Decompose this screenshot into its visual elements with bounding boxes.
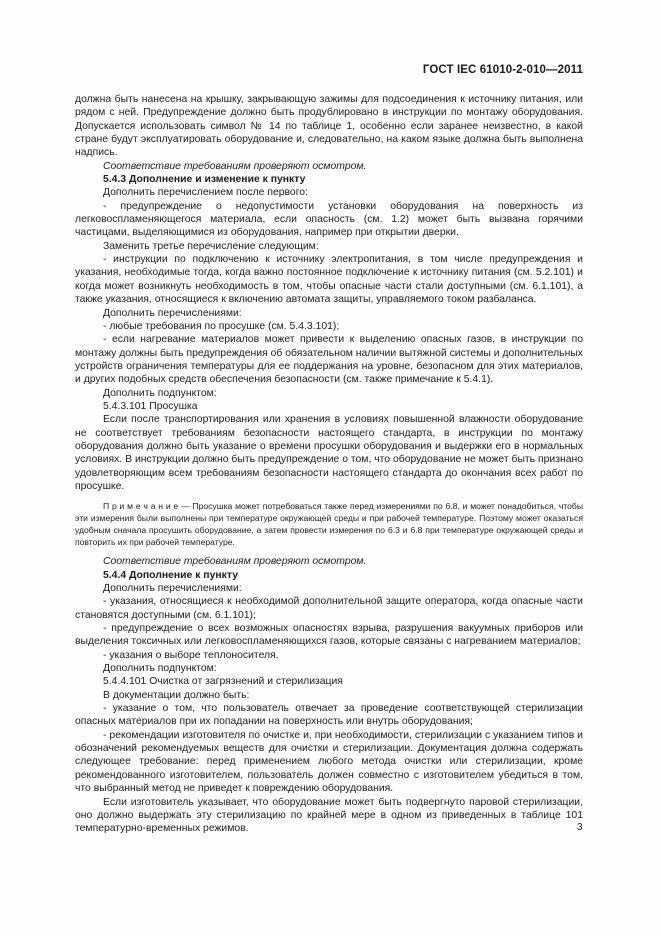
page-number: 3 <box>577 822 583 833</box>
body-paragraph: Соответствие требованиям проверяют осмотром. <box>103 556 367 568</box>
body-paragraph: Заменить третье перечисление следующим: <box>103 240 319 252</box>
body-paragraph: - указания, относящиеся к необходимой дополнительной защите оператора, когда опасные части становятся доступными (см. 6.1.101); <box>75 596 583 621</box>
note-text: — Просушка может потребоваться также перед измерениями по 6.8, и может понадобиться, чтобы эти измерения были выполнены при температуре окружающей среды и при рабочей температуре. Поэтому может оказаться удобным сначала просушить оборудование, а затем провести измерения по 6.3 и 6.8 при температуре окружающей среды и повторить их при рабочей температуре. <box>75 501 584 548</box>
body-paragraph: Если после транспортирования или хранения в условиях повышенной влажности оборудование не соответствует требованиям безопасности настоящего стандарта, в инструкции по монтажу оборудования должно быть указание о времени просушки оборудования и выдержки его в нормальных условиях. В инструкции должно быть предупреждение о том, что оборудование не может быть признано удовлетворяющим всем требованиям безопасности настоящего стандарта до окончания всех работ по просушке. <box>75 414 583 492</box>
body-paragraph: - указание о том, что пользователь отвечает за проведение соответствующей стерилизации опасных материалов при их попадании на поверхность или внутрь оборудования; <box>75 703 583 728</box>
note-label: П р и м е ч а н и е <box>103 501 179 512</box>
body-paragraph: Дополнить подпунктом: <box>103 387 217 399</box>
body-paragraph: - рекомендации изготовителя по очистке и, при необходимости, стерилизации с указанием типов и обозначений рекомендуемых веществ для очистки и стерилизации. Документация должна содержать следующее требование: перед применением любого метода очистки или стерилизации, кроме рекомендованного изготовителем, пользователь должен совместно с изготовителем убедиться в том, что выбранный метод не приведет к повреждению оборудования. <box>75 729 583 795</box>
body-paragraph: Дополнить подпунктом: <box>103 663 217 675</box>
body-paragraph: Дополнить перечислениями: <box>103 307 242 319</box>
note-paragraph <box>75 500 583 548</box>
body-paragraph: - любые требования по просушке (см. 5.4.3.101); <box>103 320 340 332</box>
body-paragraph: - указания о выборе теплоносителя. <box>103 649 279 661</box>
body-paragraph: 5.4.4.101 Очистка от загрязнений и стерилизация <box>103 676 343 688</box>
body-paragraph: - если нагревание материалов может привести к выделению опасных газов, в инструкции по монтажу должны быть предупреждения об обязательном наличии вытяжной системы и дополнительных устройств ограничения температуры для ее поддержания на уровне, безопасном для этих материалов, и других подобных средств обеспечения безопасности (см. также примечание к 5.4.1). <box>75 334 583 386</box>
document-body <box>75 93 583 836</box>
body-paragraph: В документации должно быть: <box>103 689 250 701</box>
standard-header: ГОСТ IEC 61010-2-010—2011 <box>422 64 583 76</box>
body-paragraph: Если изготовитель указывает, что оборудование может быть подвергнуто паровой стерилизации, оно должно выдержать эту стерилизацию по крайней мере в одном из приведенных в таблице 101 температурно-временных режимов. <box>75 796 583 835</box>
body-paragraph: - инструкции по подключению к источнику электропитания, в том числе предупреждения и указания, необходимые тогда, когда важно постоянное подключение к источнику питания (см. 5.2.101) и когда может возникнуть необходимость в том, чтобы опасные части стали доступными (см. 6.1.101), а также указания, относящиеся к включению автомата защиты, управляемого током разбаланса. <box>75 254 583 306</box>
body-paragraph: - предупреждение о недопустимости установки оборудования на поверхность из легковоспламеняющегося материала, если опасность (см. 1.2) может быть вызвана горячими частицами, выделяющимися из оборудования, например при открытии дверки. <box>75 200 583 239</box>
body-paragraph: 5.4.3.101 Просушка <box>103 400 198 412</box>
section-heading: 5.4.4 Дополнение к пункту <box>103 569 238 581</box>
section-heading: 5.4.3 Дополнение и изменение к пункту <box>103 174 306 186</box>
body-paragraph: Дополнить перечислением после первого: <box>103 187 308 199</box>
body-paragraph: должна быть нанесена на крышку, закрывающую зажимы для подсоединения к источнику питания, или рядом с ней. Предупреждение должно быть продублировано в инструкции по монтажу оборудования. Допускается использовать символ № 14 по таблице 1, особенно если заранее неизвестно, в какой стране будут эксплуатировать оборудование и, следовательно, на каком языке должна быть выполнена надпись. <box>75 94 583 159</box>
body-paragraph: - предупреждение о всех возможных опасностях взрыва, разрушения вакуумных приборов или выделения токсичных или легковоспламеняющихся газов, которые связаны с нагреванием материалов; <box>75 623 583 648</box>
body-paragraph: Соответствие требованиям проверяют осмотром. <box>103 160 367 172</box>
body-paragraph: Дополнить перечислениями: <box>103 583 242 594</box>
